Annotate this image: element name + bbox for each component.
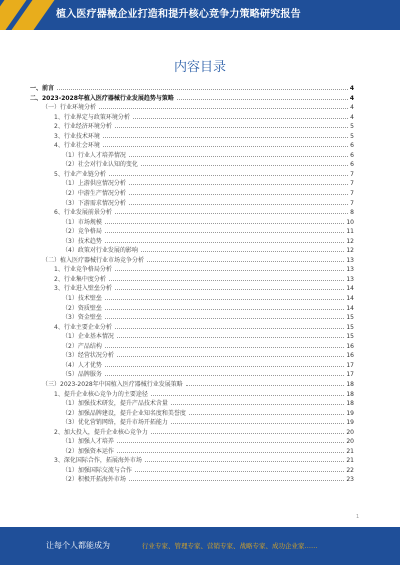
toc-entry[interactable] — [30, 275, 354, 285]
toc-entry[interactable] — [30, 437, 354, 447]
toc-entry-page: 16 — [346, 342, 354, 350]
toc-leader-dots — [115, 212, 348, 214]
toc-entry-page: 19 — [346, 419, 354, 427]
toc-entry[interactable] — [30, 313, 354, 323]
report-header — [0, 0, 400, 30]
toc-leader-dots — [135, 470, 345, 472]
toc-entry[interactable] — [30, 151, 354, 161]
toc-entry-page: 23 — [346, 476, 354, 484]
toc-leader-dots — [115, 126, 348, 128]
toc-entry-page: 12 — [346, 237, 354, 245]
toc-leader-dots — [105, 298, 345, 300]
toc-entry[interactable] — [30, 475, 354, 485]
toc-entry-page: 7 — [350, 190, 354, 198]
toc-leader-dots — [151, 432, 345, 434]
toc-leader-dots — [103, 145, 348, 147]
toc-entry-page: 21 — [346, 447, 354, 455]
toc-entry-title: 3、深化国际合作，拓展海外市场 — [54, 457, 142, 465]
toc-entry-page: 20 — [346, 438, 354, 446]
toc-leader-dots — [115, 269, 345, 271]
toc-leader-dots — [105, 231, 345, 233]
toc-entry-page: 15 — [346, 323, 354, 331]
toc-leader-dots — [151, 394, 345, 396]
toc-entry[interactable] — [30, 294, 354, 304]
toc-entry[interactable] — [30, 218, 354, 228]
toc-entry[interactable] — [30, 323, 354, 333]
toc-entry-title: （2）加强品牌建设，提升企业知名度和美誉度 — [62, 409, 186, 417]
toc-entry-title: 二、2023-2028年植入医疗器械行业发展趋势与策略 — [30, 94, 174, 102]
toc-leader-dots — [171, 403, 345, 405]
toc-entry-title: （2）社会对行业认知的变化 — [62, 161, 138, 169]
toc-entry[interactable] — [30, 380, 354, 390]
toc-entry-page: 16 — [346, 352, 354, 360]
toc-leader-dots — [171, 422, 345, 424]
toc-entry[interactable] — [30, 284, 354, 294]
toc-leader-dots — [105, 241, 345, 243]
toc-entry-page: 6 — [350, 142, 354, 150]
toc-leader-dots — [115, 327, 345, 329]
toc-entry[interactable] — [30, 208, 354, 218]
report-title: 植入医疗器械企业打造和提升核心竞争力策略研究报告 — [56, 9, 301, 20]
toc-entry[interactable] — [30, 466, 354, 476]
toc-leader-dots — [109, 279, 345, 281]
toc-entry[interactable] — [30, 456, 354, 466]
toc-leader-dots — [117, 336, 345, 338]
toc-entry-page: 14 — [346, 285, 354, 293]
toc-entry[interactable] — [30, 227, 354, 237]
toc-entry-title: 4、行业社会环境 — [54, 142, 100, 150]
toc-leader-dots — [147, 260, 344, 262]
toc-entry-page: 19 — [346, 409, 354, 417]
toc-entry[interactable] — [30, 342, 354, 352]
toc-entry-page: 15 — [346, 314, 354, 322]
toc-entry-title: 3、行业进入壁垒分析 — [54, 285, 112, 293]
toc-entry[interactable] — [30, 237, 354, 247]
toc-entry-title: 5、行业产业链分析 — [54, 170, 106, 178]
toc-entry[interactable] — [30, 390, 354, 400]
toc-entry-title: （1）加强技术研发，提升产品技术含量 — [62, 400, 168, 408]
toc-entry-page: 18 — [346, 390, 354, 398]
toc-entry-title: 一、前言 — [30, 85, 55, 92]
toc-entry-page: 17 — [346, 361, 354, 369]
toc-entry[interactable] — [30, 428, 354, 438]
toc-entry[interactable] — [30, 418, 354, 428]
toc-leader-dots — [117, 441, 345, 443]
toc-entry-page: 5 — [350, 132, 354, 140]
toc-entry[interactable] — [30, 399, 354, 409]
toc-entry[interactable] — [30, 370, 354, 380]
footer-tagline: 行业专家、管理专家、营销专家、战略专家、成功企业家…… — [142, 542, 318, 550]
toc-leader-dots — [99, 107, 348, 109]
toc-entry-title: （2）资质壁垒 — [62, 304, 102, 312]
toc-entry[interactable] — [30, 170, 354, 180]
toc-leader-dots — [129, 479, 345, 481]
toc-entry-title: 2、加大投入，提升企业核心竞争力 — [54, 428, 148, 436]
toc-entry[interactable] — [30, 265, 354, 275]
toc-entry-title: （2）加强资本运作 — [62, 447, 114, 455]
toc-leader-dots — [105, 346, 345, 348]
toc-entry-page: 6 — [350, 161, 354, 169]
toc-entry-page: 12 — [346, 247, 354, 255]
toc-entry-page: 7 — [350, 170, 354, 178]
report-footer — [0, 527, 400, 565]
toc-entry-title: （4）政策对行业发展的影响 — [62, 247, 138, 255]
toc-heading: 内容目录 — [173, 60, 226, 75]
toc-entry[interactable] — [30, 189, 354, 199]
toc-entry[interactable] — [30, 304, 354, 314]
toc-entry-title: 2、行业集中度分析 — [54, 275, 106, 283]
toc-leader-dots — [109, 174, 348, 176]
toc-entry-page: 13 — [346, 266, 354, 274]
toc-entry-page: 18 — [346, 400, 354, 408]
toc-leader-dots — [129, 193, 348, 195]
toc-entry-title: （3）优化营销网络，提升市场开拓能力 — [62, 419, 168, 427]
toc-leader-dots — [105, 317, 345, 319]
toc-entry[interactable] — [30, 361, 354, 371]
toc-entry-page: 17 — [346, 371, 354, 379]
toc-entry-title: （2）产品结构 — [62, 342, 102, 350]
toc-leader-dots — [129, 155, 348, 157]
toc-entry[interactable] — [30, 179, 354, 189]
toc-leader-dots — [141, 164, 348, 166]
toc-entry-page: 22 — [346, 466, 354, 474]
toc-leader-dots — [117, 355, 345, 357]
toc-entry[interactable] — [30, 332, 354, 342]
toc-entry-title: 2、行业经济环境分析 — [54, 123, 112, 131]
toc-entry[interactable] — [30, 103, 354, 113]
toc-entry-title: （一）行业环境分析 — [42, 104, 97, 112]
toc-entry-title: （2）积极开拓海外市场 — [62, 476, 126, 484]
toc-leader-dots — [57, 88, 348, 90]
toc-entry-page: 14 — [346, 304, 354, 312]
toc-entry-title: （1）行业人才培养情况 — [62, 151, 126, 159]
toc-entry-page: 10 — [346, 218, 354, 226]
toc-entry-title: （5）品牌服务 — [62, 371, 102, 379]
toc-entry-title: （1）加强人才培养 — [62, 438, 114, 446]
toc-leader-dots — [133, 117, 348, 119]
toc-leader-dots — [105, 222, 345, 224]
toc-entry-title: 1、行业界定与政策环境分析 — [54, 113, 130, 121]
toc-entry-page: 7 — [350, 199, 354, 207]
toc-entry-title: 1、提升企业核心竞争力的主要途径 — [54, 390, 148, 398]
toc-leader-dots — [117, 451, 345, 453]
toc-entry[interactable] — [30, 246, 354, 256]
toc-entry-title: （1）市场规模 — [62, 218, 102, 226]
toc-entry-page: 13 — [346, 275, 354, 283]
toc-leader-dots — [105, 374, 345, 376]
toc-entry-title: （4）人才优势 — [62, 361, 102, 369]
toc-entry-page: 11 — [346, 228, 354, 236]
page-number: 1 — [356, 514, 360, 520]
toc-entry-title: （1）加强国际交流与合作 — [62, 466, 132, 474]
toc-entry-title: （二）植入医疗器械行业市场竞争分析 — [42, 256, 145, 264]
toc-entry-page: 7 — [350, 180, 354, 188]
toc-entry[interactable] — [30, 409, 354, 419]
footer-slogan: 让每个人都能成为 — [46, 541, 110, 550]
toc-leader-dots — [115, 288, 345, 290]
toc-leader-dots — [186, 384, 345, 386]
toc-entry-title: （3）经营状况分析 — [62, 352, 114, 360]
toc-entry[interactable] — [30, 256, 354, 266]
toc-entry[interactable] — [30, 94, 354, 104]
toc-entry-title: 6、行业发展前景分析 — [54, 209, 112, 217]
toc-entry-page: 4 — [350, 104, 354, 112]
table-of-contents — [30, 84, 354, 485]
toc-entry-page: 20 — [346, 428, 354, 436]
toc-entry-page: 13 — [346, 256, 354, 264]
toc-entry-title: 3、行业技术环境 — [54, 132, 100, 140]
toc-entry[interactable] — [30, 160, 354, 170]
toc-entry-page: 15 — [346, 333, 354, 341]
toc-entry-title: （1）技术壁垒 — [62, 295, 102, 303]
toc-leader-dots — [105, 365, 345, 367]
toc-entry[interactable] — [30, 199, 354, 209]
toc-entry-page: 18 — [346, 380, 354, 388]
toc-entry-page: 4 — [350, 113, 354, 121]
toc-leader-dots — [129, 183, 348, 185]
toc-entry-title: （1）企业基本情况 — [62, 333, 114, 341]
toc-leader-dots — [105, 308, 345, 310]
toc-leader-dots — [145, 460, 345, 462]
toc-entry[interactable] — [30, 141, 354, 151]
toc-entry-title: 4、行业主要企业分析 — [54, 323, 112, 331]
toc-entry-page: 5 — [350, 123, 354, 131]
toc-leader-dots — [103, 136, 348, 138]
toc-entry-page: 4 — [349, 94, 354, 102]
toc-entry[interactable] — [30, 122, 354, 132]
toc-entry-title: （3）下游需求情况分析 — [62, 199, 126, 207]
toc-entry-page: 8 — [350, 209, 354, 217]
toc-entry-title: （3）技术趋势 — [62, 237, 102, 245]
toc-entry-page: 4 — [349, 85, 354, 92]
toc-entry-title: 1、行业竞争格局分析 — [54, 266, 112, 274]
toc-entry-page: 6 — [350, 151, 354, 159]
toc-entry[interactable] — [30, 447, 354, 457]
toc-entry-page: 14 — [346, 295, 354, 303]
toc-entry-page: 21 — [346, 457, 354, 465]
toc-entry[interactable] — [30, 132, 354, 142]
toc-leader-dots — [141, 250, 345, 252]
toc-entry-title: （1）上游供应情况分析 — [62, 180, 126, 188]
toc-entry[interactable] — [30, 351, 354, 361]
toc-entry-title: （3）资金壁垒 — [62, 314, 102, 322]
toc-entry[interactable] — [30, 113, 354, 123]
toc-entry-title: （2）中游生产情况分析 — [62, 190, 126, 198]
toc-leader-dots — [177, 98, 348, 100]
toc-entry-title: （2）竞争格局 — [62, 228, 102, 236]
toc-entry[interactable] — [30, 84, 354, 94]
toc-leader-dots — [129, 203, 348, 205]
toc-leader-dots — [189, 413, 345, 415]
toc-entry-title: （三）2023-2028年中国植入医疗器械行业发展策略 — [42, 380, 183, 388]
